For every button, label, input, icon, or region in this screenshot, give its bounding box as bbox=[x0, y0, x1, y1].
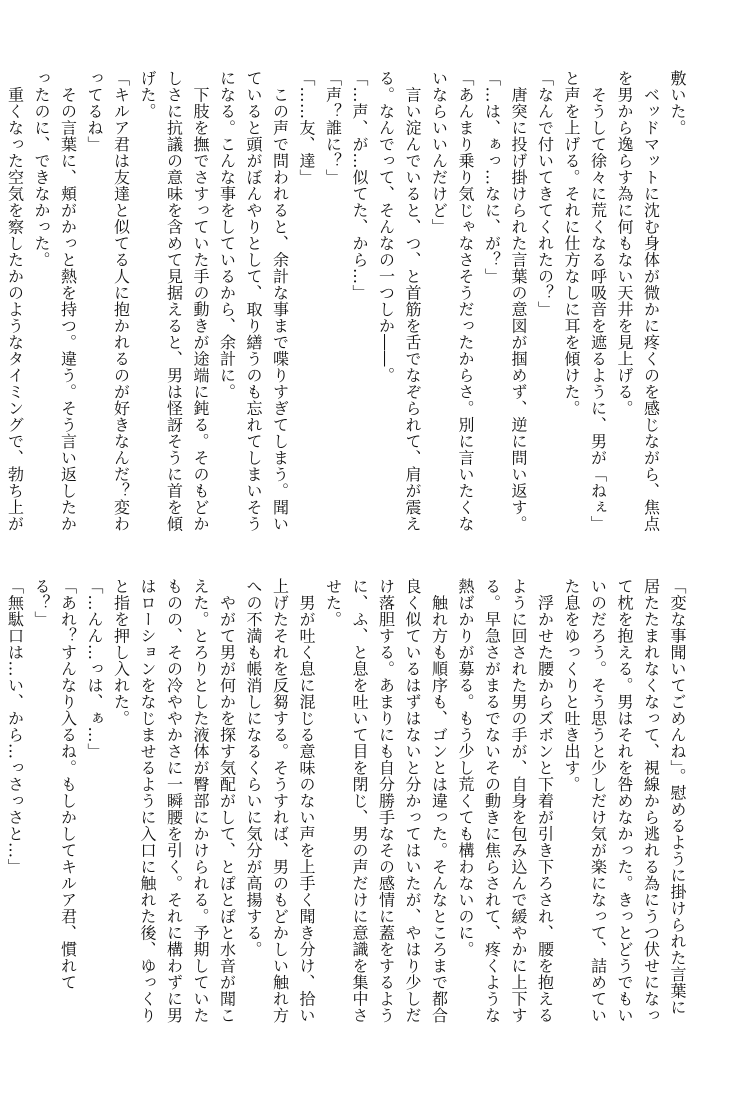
paragraph: そうして徐々に荒くなる呼吸音を遮るように、男が「ねぇ」と声を上げる。それに仕方なしに耳を傾けた。 bbox=[562, 70, 608, 532]
paragraph: やがて男が何かを探す気配がして、とぽとぽと水音が聞こえた。とろりとした液体が臀部にかけられる。予期していたものの、その冷ややかさに一瞬腰を引く。それに構わずに男はローションをなじませるように入口に触れた後、ゆっくりと指を押し入れた。 bbox=[111, 578, 237, 1024]
paragraph: この声で問われると、余計な事まで喋りすぎてしまう。聞いていると頭がぼんやりとして、取り繕うのも忘れてしまいそうになる。こんな事をしているから、余計に。 bbox=[217, 70, 290, 532]
dialogue-line: 「なんで付いてきてくれたの？」 bbox=[535, 70, 555, 318]
text-block-upper bbox=[5, 70, 690, 540]
dialogue-line: 「無駄口は…い、から…っさっさと…」 bbox=[5, 578, 25, 875]
dialogue-line: 「…は、ぁっ…なに、が？」 bbox=[482, 70, 502, 285]
dialogue-line: 「キルア君は友達と似てる人に抱かれるのが好きなんだ？変わってるね」 bbox=[85, 70, 131, 532]
paragraph: 敷いた。 bbox=[668, 70, 687, 136]
dialogue-line: 「あんまり乗り気じゃなさそうだったからさ。別に言いたくないならいいんだけど」 bbox=[429, 70, 475, 532]
text-block-lower bbox=[5, 578, 690, 1028]
paragraph: 男が吐く息に混じる意味のない声を上手く聞き分け、拾い上げたそれを反芻する。そうすれば、男のもどかしい触れ方への不満も帳消しになるくらいに気分が高揚する。 bbox=[244, 578, 316, 1024]
paragraph: 下肢を撫でさすっていた手の動きが途端に鈍る。そのもどかしさに抗議の意味を含めて見据えると、男は怪訝そうに首を傾げた。 bbox=[138, 70, 210, 532]
paragraph: ベッドマットに沈む身体が微かに疼くのを感じながら、焦点を男から逸らす為に何もない天井を見上げる。 bbox=[615, 70, 661, 532]
paragraph: 触れ方も順序も、ゴンとは違った。そんなところまで都合良く似ているはずはないと分かってはいたが、やはり少しだけ落胆する。あまりにも自分勝手なその感情に蓋をするように、ふ、と息を吐いて目を閉じ、男の声だけに意識を集中させた。 bbox=[323, 578, 449, 1024]
dialogue-line: 「あれ？すんなり入るね。もしかしてキルア君、慣れてる？」 bbox=[32, 578, 78, 991]
paragraph: 言い淀んでいると、つ、と首筋を舌でなぞられて、肩が震える。なんでって、そんなの一つしか――。 bbox=[376, 70, 422, 532]
paragraph bbox=[0, 578, 1, 1028]
dialogue-line: 「…んん…っは、ぁ…」 bbox=[85, 578, 104, 760]
dialogue-line: 「……友、達」 bbox=[297, 70, 316, 186]
paragraph: 唐突に投げ掛けられた言葉の意図が掴めず、逆に問い返す。 bbox=[509, 70, 528, 532]
paragraph: 「変な事聞いてごめんね」。慰めるように掛けられた言葉に居たたまれなくなって、視線から逃れる為にうつ伏せになって枕を抱える。男はそれを咎めなかった。きっとどうでもいいのだろう。そう思うと少しだけ気が楽になって、詰めていた息をゆっくりと吐き出す。 bbox=[562, 578, 687, 1024]
dialogue-line: 「…声、が…似てた、から…」 bbox=[350, 70, 369, 301]
dialogue-line: 「声？誰に？」 bbox=[323, 70, 343, 186]
paragraph: 浮かせた腰からズボンと下着が引き下ろされ、腰を抱えるように回された男の手が、自身を包み込んで緩やかに上下する。早急さがまるでないその動きに焦らされて、疼くような熱ばかりが募る。もう少し荒くても構わないのに。 bbox=[456, 578, 555, 1024]
paragraph: その言葉に、頬がかっと熱を持つ。違う。そう言い返したかったのに、できなかった。 bbox=[32, 70, 78, 532]
paragraph: 重くなった空気を察したかのようなタイミングで、勃ち上が bbox=[5, 86, 25, 532]
